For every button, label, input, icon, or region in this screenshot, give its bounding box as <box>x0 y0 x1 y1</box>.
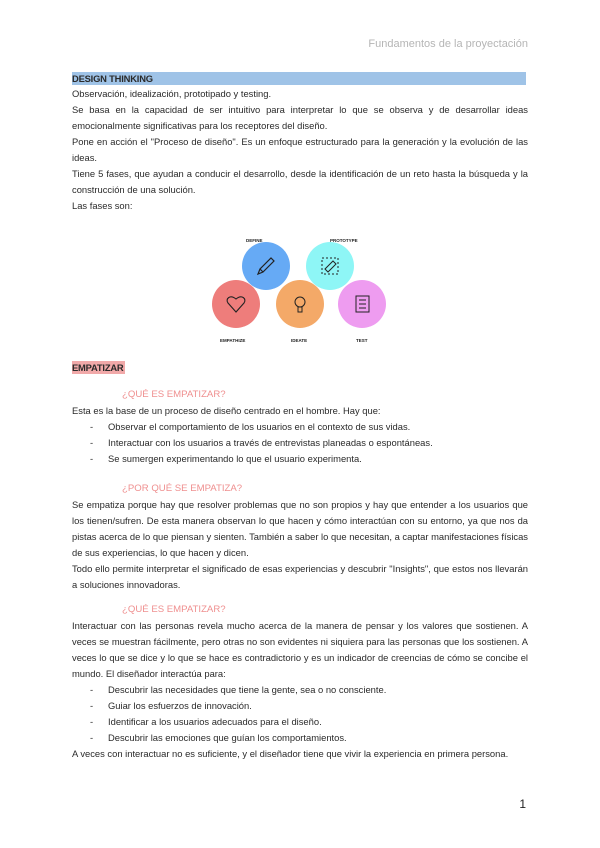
paragraph: Interactuar con las personas revela mucho acerca de la manera de pensar y los valores que sostienen. A veces se muestran fácilmente, pero otras no son evidentes ni siquiera para las personas que los sostienen. A veces lo que se dice y lo que se hace es contradictorio y es un indicador de creencias de cómo se concibe el mundo. El diseñador interactúa para: <box>72 620 528 679</box>
section-body <box>72 497 528 593</box>
bullet-list <box>72 419 528 467</box>
checklist-icon <box>350 292 374 316</box>
paragraph: Las fases son: <box>72 200 133 211</box>
phases-figure <box>200 232 400 350</box>
paragraph: Se empatiza porque hay que resolver problemas que no son propios y hay que entender a los usuarios que los tienen/sufren. De esta manera observan lo que hacen y cómo interactúan con su entorno, ya que nos da pistas acerca de lo que piensan y sienten. También a saber lo que necesitan, a captar manifestaciones físicas de sus experiencias, lo que hacen y dicen. <box>72 499 528 558</box>
running-header: Fundamentos de la proyectación <box>368 38 528 50</box>
phase-define <box>242 242 290 290</box>
pencil-icon <box>254 254 278 278</box>
bullet-list <box>72 682 528 746</box>
subheading: ¿POR QUÉ SE EMPATIZA? <box>122 483 243 494</box>
list-item: - Descubrir las necesidades que tiene la gente, sea o no consciente. <box>72 682 528 698</box>
paragraph: A veces con interactuar no es suficiente, y el diseñador tiene que vivir la experiencia en primera persona. <box>72 748 509 759</box>
phase-label-ideate: IDEATE <box>291 338 308 343</box>
lightbulb-icon <box>288 292 312 316</box>
phase-label-define: DEFINE <box>246 238 263 243</box>
subheading: ¿QUÉ ES EMPATIZAR? <box>122 604 226 615</box>
phase-test <box>338 280 386 328</box>
paragraph: Pone en acción el "Proceso de diseño". Es un enfoque estructurado para la generación y la evolución de las ideas. <box>72 136 528 163</box>
design-thinking-body <box>72 86 528 214</box>
page-number: 1 <box>519 797 526 811</box>
section-title-design-thinking: DESIGN THINKING <box>72 72 526 85</box>
list-item: - Identificar a los usuarios adecuados para el diseño. <box>72 714 528 730</box>
list-item: - Descubrir las emociones que guían los comportamientos. <box>72 730 528 746</box>
paragraph: Esta es la base de un proceso de diseño centrado en el hombre. Hay que: <box>72 405 381 416</box>
subheading: ¿QUÉ ES EMPATIZAR? <box>122 389 226 400</box>
section-title-empatizar: EMPATIZAR <box>72 362 124 373</box>
phase-ideate <box>276 280 324 328</box>
phase-label-prototype: PROTOTYPE <box>330 238 358 243</box>
list-item: - Interactuar con los usuarios a través de entrevistas planeadas o espontáneas. <box>72 435 528 451</box>
section-body <box>72 403 528 467</box>
phase-label-empathize: EMPATHIZE <box>220 338 246 343</box>
phase-empathize <box>212 280 260 328</box>
prototype-icon <box>318 254 342 278</box>
heart-icon <box>224 292 248 316</box>
phase-label-test: TEST <box>356 338 368 343</box>
list-item: - Observar el comportamiento de los usuarios en el contexto de sus vidas. <box>72 419 528 435</box>
list-item: - Guiar los esfuerzos de innovación. <box>72 698 528 714</box>
phase-prototype <box>306 242 354 290</box>
paragraph: Todo ello permite interpretar el significado de esas experiencias y descubrir "Insights", que estos nos llevarán a soluciones innovadoras. <box>72 563 528 590</box>
list-item: - Se sumergen experimentando lo que el usuario experimenta. <box>72 451 528 467</box>
paragraph: Observación, idealización, prototipado y testing. <box>72 88 272 99</box>
paragraph: Se basa en la capacidad de ser intuitivo para interpretar lo que se observa y de desarrollar ideas emocionalmente significativas para los receptores del diseño. <box>72 104 528 131</box>
section-body <box>72 618 528 762</box>
paragraph: Tiene 5 fases, que ayudan a conducir el desarrollo, desde la identificación de un reto hasta la búsqueda y la construcción de una solución. <box>72 168 528 195</box>
